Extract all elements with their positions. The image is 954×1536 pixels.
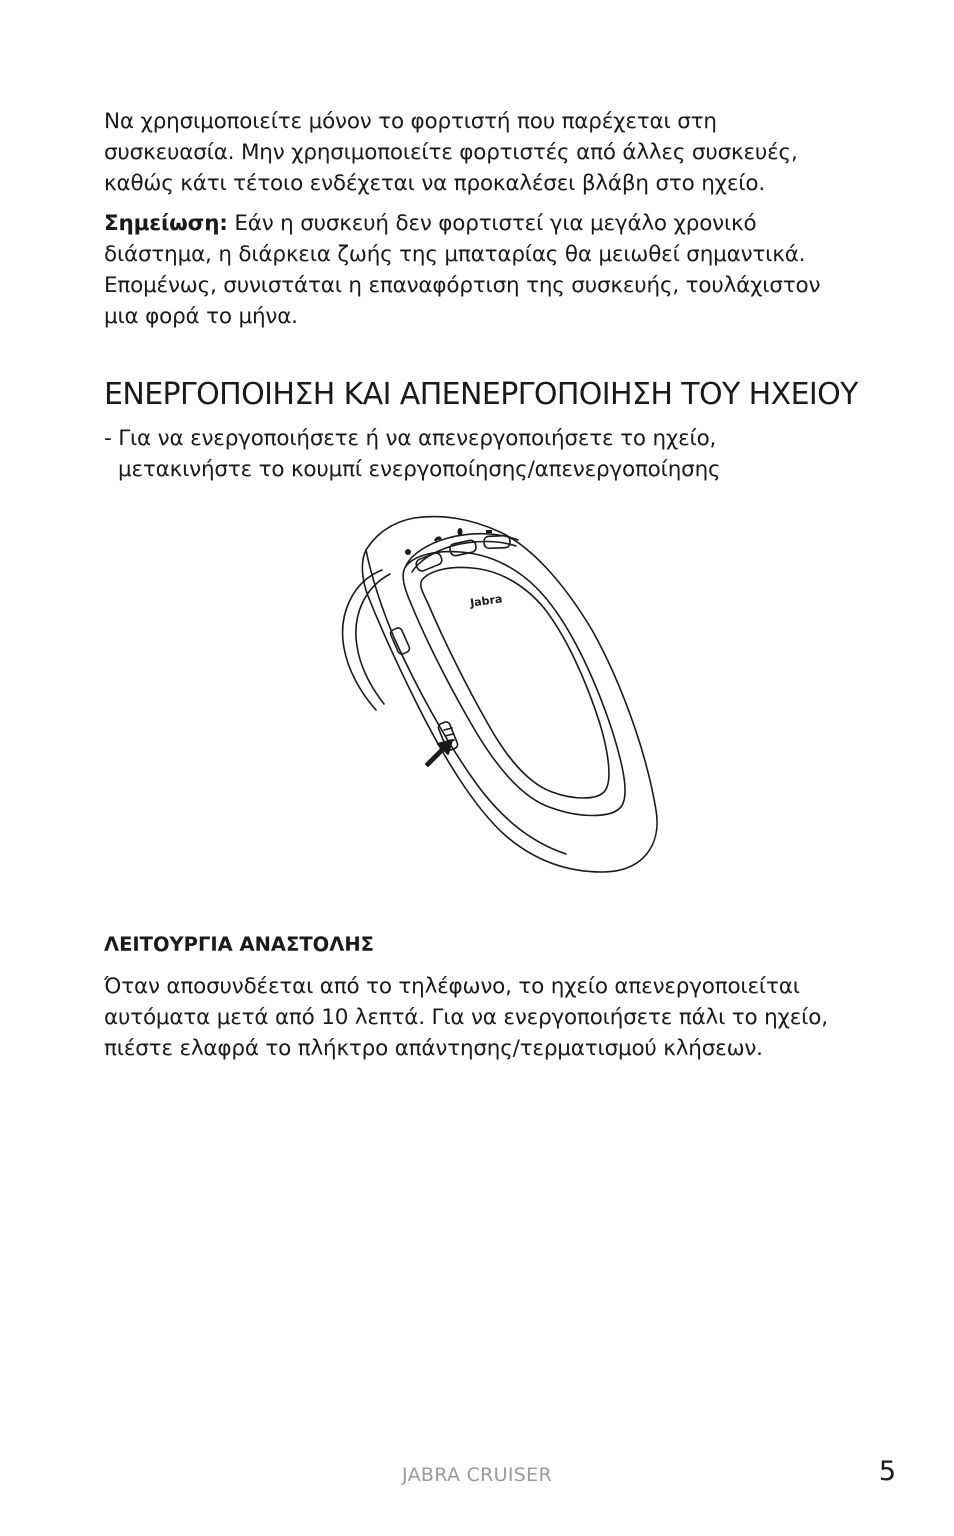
bluetooth-icon xyxy=(458,528,463,536)
device-logo: Jabra xyxy=(469,592,504,610)
note-first-line xyxy=(104,208,864,239)
device-body-outer xyxy=(362,517,657,872)
note-line: μια φορά το μήνα. xyxy=(104,304,298,329)
power-instruction-line: - Για να ενεργοποιήσετε ή να απενεργοποιήσετε το ηχείο, xyxy=(104,426,717,451)
standby-line: πιέστε ελαφρά το πλήκτρο απάντησης/τερματισμού κλήσεων. xyxy=(104,1036,763,1061)
volume-button xyxy=(415,552,444,573)
power-instruction xyxy=(104,423,864,485)
standby-line: αυτόματα μετά από 10 λεπτά. Για να ενεργοποιήσετε πάλι το ηχείο, xyxy=(104,1005,828,1030)
note-line: διάστημα, η διάρκεια ζωής της μπαταρίας θα μειωθεί σημαντικά. xyxy=(104,242,806,267)
power-section-heading: ΕΝΕΡΓΟΠΟΙΗΣΗ ΚΑΙ ΑΠΕΝΕΡΓΟΠΟΙΗΣΗ ΤΟΥ ΗΧΕΙΟΥ xyxy=(104,377,858,412)
footer-brand: JABRA CRUISER xyxy=(402,1464,552,1486)
device-body-edge xyxy=(366,550,566,854)
standby-line: Όταν αποσυνδέεται από το τηλέφωνο, το ηχείο απενεργοποιείται xyxy=(104,974,800,999)
visor-clip-inner xyxy=(356,574,390,704)
standby-section-heading: ΛΕΙΤΟΥΡΓΙΑ ΑΝΑΣΤΟΛΗΣ xyxy=(104,933,374,956)
signal-icon xyxy=(486,530,492,533)
intro-line: καθώς κάτι τέτοιο ενδέχεται να προκαλέσει βλάβη στο ηχείο. xyxy=(104,171,765,196)
standby-paragraph xyxy=(104,971,864,1064)
page-number: 5 xyxy=(878,1456,896,1487)
intro-paragraph xyxy=(104,106,864,199)
speakerphone-illustration xyxy=(330,510,670,880)
front-panel-outer xyxy=(403,552,625,816)
note-paragraph xyxy=(104,208,864,332)
note-first-line-text: Εάν η συσκευή δεν φορτιστεί για μεγάλο χρονικό xyxy=(227,211,757,236)
battery-icon xyxy=(405,549,411,555)
note-line: Επομένως, συνιστάται η επαναφόρτιση της συσκευής, τουλάχιστον xyxy=(104,273,821,298)
intro-line: Να χρησιμοποιείτε μόνον το φορτιστή που παρέχεται στη xyxy=(104,109,717,134)
power-instruction-line: μετακινήστε το κουμπί ενεργοποίησης/απενεργοποίησης xyxy=(118,457,721,482)
intro-line: συσκευασία. Μην χρησιμοποιείτε φορτιστές από άλλες συσκευές, xyxy=(104,140,798,165)
note-label: Σημείωση: xyxy=(104,211,228,236)
